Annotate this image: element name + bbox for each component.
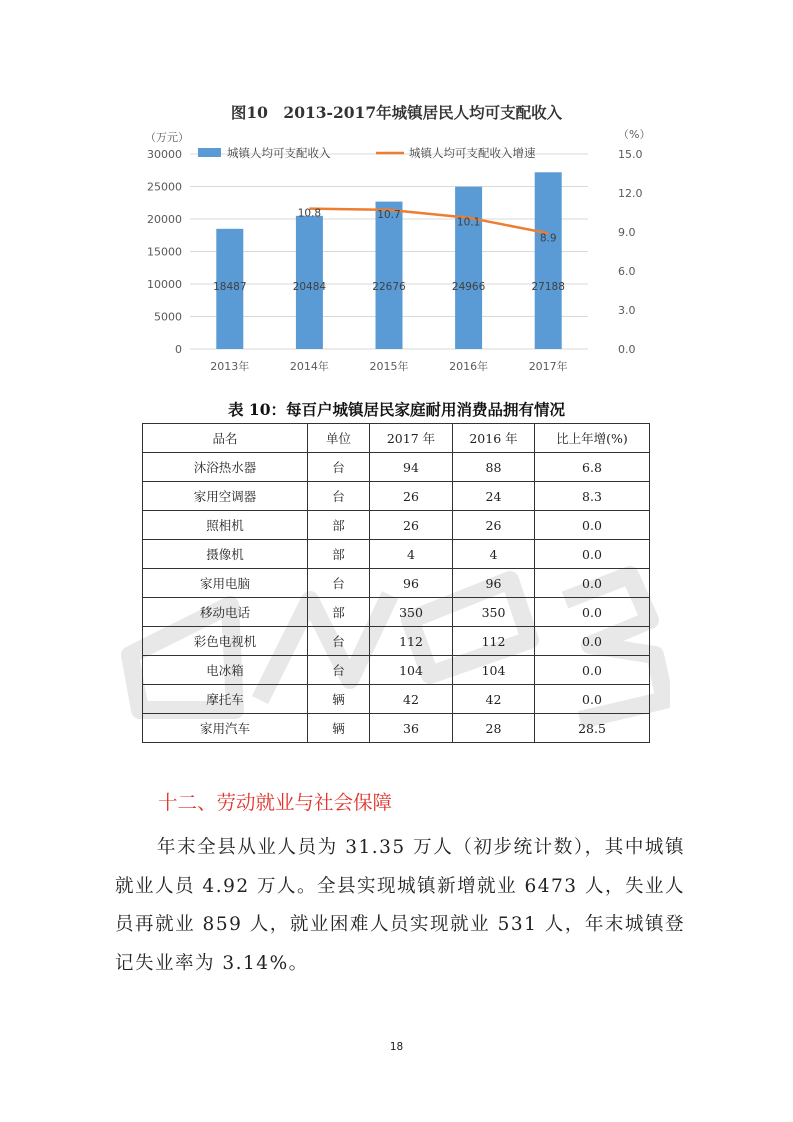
table-cell: 24 bbox=[453, 482, 535, 511]
table-cell: 350 bbox=[453, 598, 535, 627]
table-cell: 部 bbox=[308, 598, 370, 627]
table-cell: 辆 bbox=[308, 685, 370, 714]
legend-bar-label: 城镇人均可支配收入 bbox=[227, 146, 331, 160]
bar bbox=[535, 172, 562, 349]
table-cell: 家用汽车 bbox=[143, 714, 308, 743]
body-paragraph bbox=[115, 829, 685, 984]
chart-title: 图10 2013-2017年城镇居民人均可支配收入 bbox=[230, 103, 563, 122]
y-tick-right-label: 6.0 bbox=[618, 265, 636, 278]
table-cell: 104 bbox=[453, 656, 535, 685]
table-row bbox=[143, 627, 650, 656]
table-cell: 0.0 bbox=[535, 511, 650, 540]
section-title: 十二、劳动就业与社会保障 bbox=[158, 791, 393, 814]
table-cell: 0.0 bbox=[535, 569, 650, 598]
table-row bbox=[143, 482, 650, 511]
table-cell: 112 bbox=[453, 627, 535, 656]
y-tick-left-label: 10000 bbox=[147, 278, 182, 291]
table-cell: 4 bbox=[370, 540, 453, 569]
y-tick-right-label: 0.0 bbox=[618, 343, 636, 356]
bar-value-label: 24966 bbox=[451, 281, 486, 293]
table-cell: 部 bbox=[308, 540, 370, 569]
table-cell: 26 bbox=[370, 482, 453, 511]
line-value-label: 10.1 bbox=[456, 216, 481, 229]
table-cell: 42 bbox=[453, 685, 535, 714]
table-cell: 家用空调器 bbox=[143, 482, 308, 511]
table-cell: 26 bbox=[370, 511, 453, 540]
table-cell: 沐浴热水器 bbox=[143, 453, 308, 482]
table-header-row bbox=[143, 424, 650, 453]
table-cell: 8.3 bbox=[535, 482, 650, 511]
table-cell: 摄像机 bbox=[143, 540, 308, 569]
y-tick-left-label: 25000 bbox=[147, 180, 182, 194]
table-cell: 照相机 bbox=[143, 511, 308, 540]
header-cell-name: 品名 bbox=[143, 424, 308, 453]
table-row bbox=[143, 569, 650, 598]
table-cell: 摩托车 bbox=[143, 685, 308, 714]
table-cell: 台 bbox=[308, 569, 370, 598]
table-cell: 104 bbox=[370, 656, 453, 685]
table-row bbox=[143, 511, 650, 540]
table-cell: 电冰箱 bbox=[143, 656, 308, 685]
table-cell: 部 bbox=[308, 511, 370, 540]
table-cell: 94 bbox=[370, 453, 453, 482]
bar bbox=[376, 202, 403, 349]
bar-value-label: 22676 bbox=[372, 281, 406, 293]
table-cell: 辆 bbox=[308, 714, 370, 743]
table-row bbox=[143, 453, 650, 482]
table-cell: 96 bbox=[453, 569, 535, 598]
y-tick-right-label: 9.0 bbox=[618, 226, 636, 239]
page-number: 18 bbox=[389, 1041, 404, 1053]
table-cell: 26 bbox=[453, 511, 535, 540]
table-cell: 0.0 bbox=[535, 685, 650, 714]
header-cell-growth: 比上年增(%) bbox=[535, 424, 650, 453]
table-cell: 移动电话 bbox=[143, 598, 308, 627]
bar-value-label: 27188 bbox=[531, 281, 565, 293]
y-tick-left-label: 5000 bbox=[154, 310, 182, 324]
table-cell: 112 bbox=[370, 627, 453, 656]
table-cell: 0.0 bbox=[535, 656, 650, 685]
table-cell: 彩色电视机 bbox=[143, 627, 308, 656]
x-tick-label: 2013年 bbox=[210, 360, 250, 373]
bar-value-label: 18487 bbox=[213, 281, 247, 293]
table-cell: 6.8 bbox=[535, 453, 650, 482]
line-value-label: 10.7 bbox=[377, 208, 401, 221]
table-title: 表 10：每百户城镇居民家庭耐用消费品拥有情况 bbox=[228, 400, 565, 419]
table-cell: 台 bbox=[308, 656, 370, 685]
x-tick-label: 2014年 bbox=[289, 360, 329, 373]
x-tick-label: 2017年 bbox=[528, 360, 568, 373]
y-axis-right-unit: （%） bbox=[618, 128, 651, 141]
header-cell-2016: 2016 年 bbox=[453, 424, 535, 453]
header-cell-unit: 单位 bbox=[308, 424, 370, 453]
durable-goods-table bbox=[142, 423, 650, 743]
table-cell: 台 bbox=[308, 627, 370, 656]
table-cell: 28 bbox=[453, 714, 535, 743]
legend-line-label: 城镇人均可支配收入增速 bbox=[409, 146, 536, 160]
table-cell: 36 bbox=[370, 714, 453, 743]
income-chart bbox=[140, 128, 660, 383]
table-row bbox=[143, 656, 650, 685]
y-tick-left-label: 15000 bbox=[147, 245, 182, 259]
table-cell: 0.0 bbox=[535, 540, 650, 569]
table-cell: 0.0 bbox=[535, 598, 650, 627]
table-cell: 4 bbox=[453, 540, 535, 569]
bar-value-label: 20484 bbox=[292, 281, 327, 293]
table-row bbox=[143, 598, 650, 627]
header-cell-2017: 2017 年 bbox=[370, 424, 453, 453]
table-row bbox=[143, 714, 650, 743]
table-cell: 台 bbox=[308, 453, 370, 482]
x-tick-label: 2016年 bbox=[449, 360, 489, 373]
y-tick-left-label: 30000 bbox=[147, 148, 182, 161]
table-row bbox=[143, 685, 650, 714]
line-value-label: 8.9 bbox=[539, 232, 557, 245]
x-tick-label: 2015年 bbox=[369, 360, 409, 373]
table-cell: 0.0 bbox=[535, 627, 650, 656]
table-cell: 28.5 bbox=[535, 714, 650, 743]
y-axis-left-unit: （万元） bbox=[145, 131, 189, 144]
line-series bbox=[309, 209, 548, 234]
y-tick-right-label: 3.0 bbox=[618, 304, 636, 317]
bar bbox=[455, 187, 482, 349]
y-tick-right-label: 15.0 bbox=[618, 148, 643, 161]
paragraph-text: 年末全县从业人员为 31.35 万人（初步统计数），其中城镇就业人员 4.92 万人。全县实现城镇新增就业 6473 人，失业人员再就业 859 人，就业困难人员实现就业 531 人，年末城镇登记失业率为 3.14%。 bbox=[115, 837, 685, 975]
table-cell: 88 bbox=[453, 453, 535, 482]
table-cell: 350 bbox=[370, 598, 453, 627]
table-row bbox=[143, 540, 650, 569]
table-cell: 家用电脑 bbox=[143, 569, 308, 598]
legend-bar-swatch bbox=[198, 148, 221, 157]
y-tick-left-label: 20000 bbox=[147, 213, 182, 226]
y-tick-right-label: 12.0 bbox=[618, 187, 643, 200]
table-cell: 台 bbox=[308, 482, 370, 511]
y-tick-left-label: 0 bbox=[175, 343, 182, 356]
table-cell: 96 bbox=[370, 569, 453, 598]
table-cell: 42 bbox=[370, 685, 453, 714]
line-value-label: 10.8 bbox=[297, 207, 322, 220]
